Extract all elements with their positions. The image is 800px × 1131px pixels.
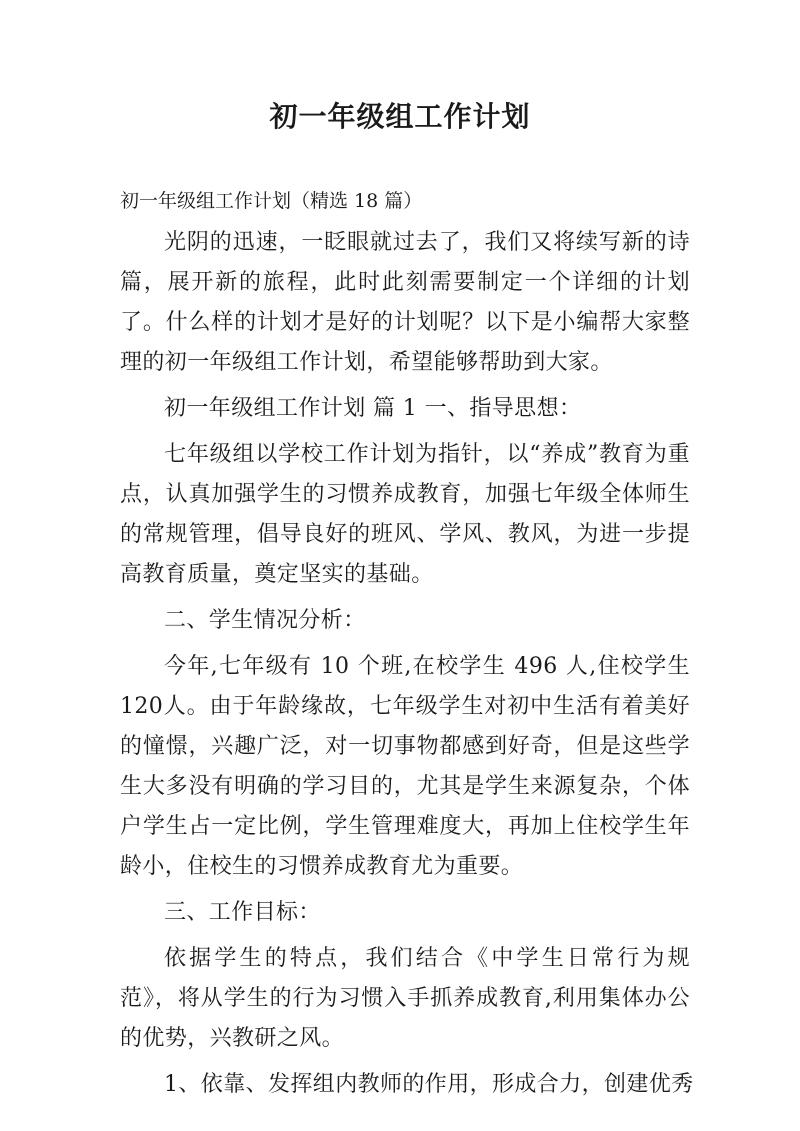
student-analysis-paragraph: 今年,七年级有 10 个班,在校学生 496 人,住校学生 120人。由于年龄缘故，七年级学生对初中生活有着美好的憧憬，兴趣广泛，对一切事物都感到好奇，但是这些学生大多没有明确的学习目的，尤其是学生来源复杂，个体户学生占一定比例，学生管理难度大，再加上住校学生年龄小，住校生的习惯养成教育尤为重要。 (120, 654, 690, 879)
document-body (120, 223, 694, 1105)
section-heading-student-analysis: 二、学生情况分析： (164, 608, 366, 633)
intro-paragraph: 光阴的迅速，一眨眼就过去了，我们又将续写新的诗篇，展开新的旅程，此时此刻需要制定一个详细的计划了。什么样的计划才是好的计划呢？以下是小编帮大家整理的初一年级组工作计划，希望能够帮助到大家。 (120, 230, 690, 375)
section-heading-guiding-ideology: 初一年级组工作计划 篇 1 一、指导思想： (164, 396, 582, 421)
work-goals-paragraph: 依据学生的特点，我们结合《中学生日常行为规范》，将从学生的行为习惯入手抓养成教育,利用集体办公的优势，兴教研之风。 (120, 946, 690, 1051)
section-heading-work-goals: 三、工作目标： (164, 900, 321, 925)
document-title: 初一年级组工作计划 (269, 100, 531, 133)
guiding-ideology-paragraph: 七年级组以学校工作计划为指针，以“养成”教育为重点，认真加强学生的习惯养成教育，加强七年级全体师生的常规管理，倡导良好的班风、学风、教风，为进一步提高教育质量，奠定坚实的基础。 (120, 442, 690, 587)
goal-item-1: 1、依靠、发挥组内教师的作用，形成合力，创建优秀 (164, 1072, 694, 1097)
document-subtitle: 初一年级组工作计划（精选 18 篇） (120, 190, 423, 212)
